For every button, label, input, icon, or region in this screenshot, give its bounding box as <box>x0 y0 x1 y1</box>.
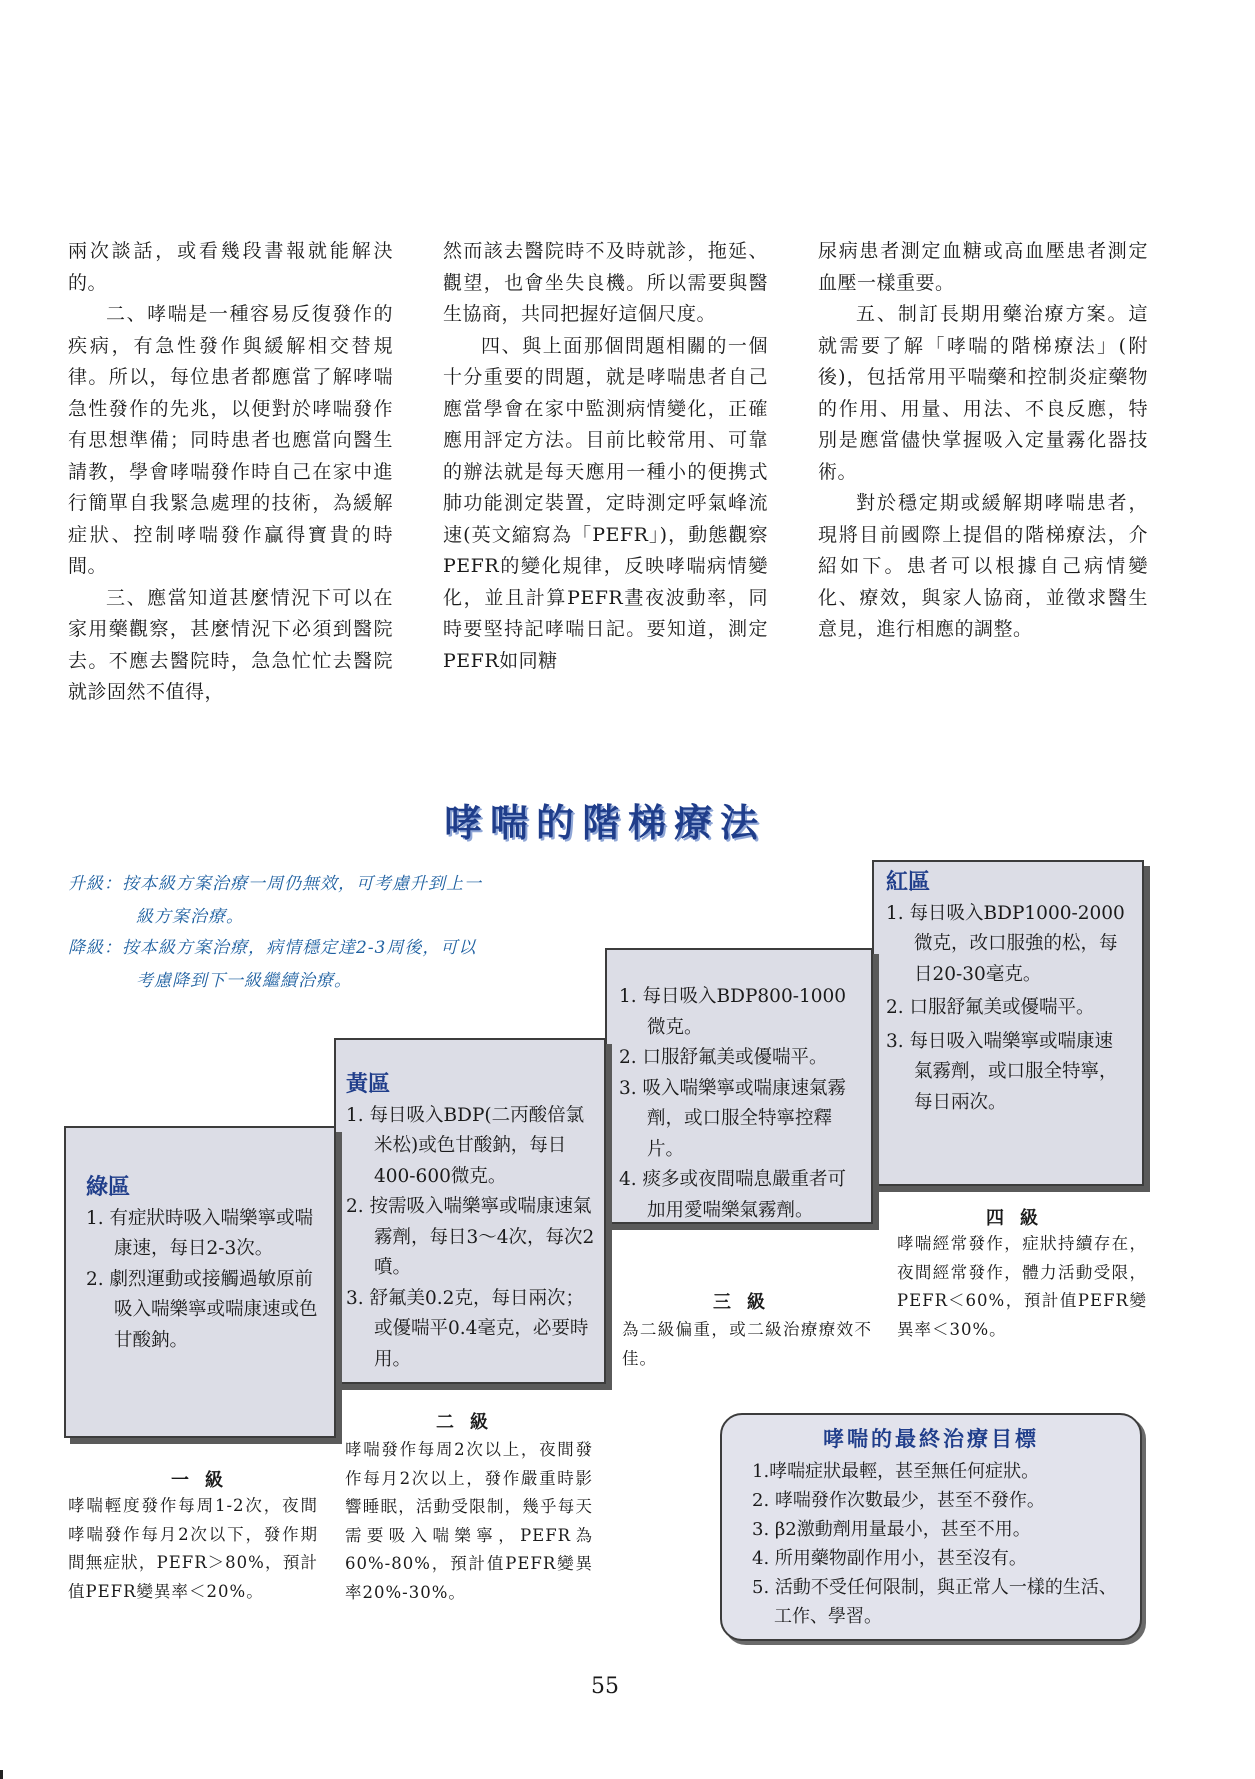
upgrade-text-cont: 級方案治療。 <box>136 907 244 927</box>
green-zone-box <box>64 1126 336 1438</box>
list-item: 2. 口服舒氟美或優喘平。 <box>619 1047 828 1068</box>
text-column-2 <box>443 236 768 677</box>
yellow-zone-title: 黃區 <box>346 1072 391 1097</box>
list-item: 3. 吸入喘樂寧或喘康速氣霧劑，或口服全特寧控釋片。 <box>619 1077 847 1160</box>
paragraph: 五、制訂長期用藥治療方案。這就需要了解「哮喘的階梯療法」(附後)，包括常用平喘藥和控制炎症藥物的作用、用量、用法、不良反應，特別是應當儘快掌握吸入定量霧化器技術。 <box>818 303 1148 483</box>
level-4-title: 四級 <box>986 1208 1054 1229</box>
upgrade-text: 按本級方案治療一周仍無效，可考慮升到上一 <box>122 874 482 894</box>
list-item: 1. 每日吸入BDP800-1000微克。 <box>619 986 847 1038</box>
list-item: 2. 按需吸入喘樂寧或喘康速氣霧劑，每日3～4次，每次2噴。 <box>346 1196 595 1278</box>
text-column-1 <box>68 236 393 709</box>
treatment-goals-box <box>720 1413 1142 1641</box>
paragraph: 對於穩定期或緩解期哮喘患者，現將目前國際上提倡的階梯療法，介紹如下。患者可以根據自己病情變化、療效，與家人協商，並徵求醫生意見，進行相應的調整。 <box>818 492 1148 640</box>
list-item: 2. 哮喘發作次數最少，甚至不發作。 <box>752 1490 1045 1511</box>
list-item: 4. 痰多或夜間喘息嚴重者可加用愛喘樂氣霧劑。 <box>619 1169 847 1221</box>
paragraph: 尿病患者測定血糖或高血壓患者測定血壓一樣重要。 <box>818 240 1148 294</box>
level-3-desc: 為二級偏重，或二級治療療效不佳。 <box>622 1320 872 1368</box>
list-item: 1. 每日吸入BDP1000-2000微克，改口服強的松，每日20-30毫克。 <box>886 902 1125 985</box>
red-zone-box <box>872 860 1144 1186</box>
downgrade-text-cont: 考慮降到下一級繼續治療。 <box>136 971 352 991</box>
yellow-zone-box <box>334 1038 606 1384</box>
red-zone-title: 紅區 <box>886 870 931 895</box>
list-item: 1.哮喘症狀最輕，甚至無任何症狀。 <box>752 1461 1040 1482</box>
level-3-box <box>605 948 873 1224</box>
list-item: 1. 每日吸入BDP(二丙酸倍氯米松)或色甘酸鈉，每日400-600微克。 <box>346 1104 585 1187</box>
paragraph: 然而該去醫院時不及時就診，拖延、觀望，也會坐失良機。所以需要與醫生協商，共同把握好這個尺度。 <box>443 240 768 325</box>
level-2-desc: 哮喘發作每周2次以上，夜間發作每月2次以上，發作嚴重時影響睡眠，活動受限制，幾乎每天需要吸入喘樂寧，PEFR為60%-80%，預計值PEFR變異率20%-30%。 <box>345 1440 593 1602</box>
level-1-desc: 哮喘輕度發作每周1-2次，夜間哮喘發作每月2次以下，發作期間無症狀，PEFR＞80%，預計值PEFR變異率＜20%。 <box>68 1496 318 1601</box>
list-item: 2. 劇烈運動或接觸過敏原前吸入喘樂寧或喘康速或色甘酸鈉。 <box>86 1268 318 1351</box>
list-item: 3. β2激動劑用量最小，甚至不用。 <box>752 1519 1031 1540</box>
level-3-title: 三級 <box>713 1292 781 1313</box>
paragraph: 二、哮喘是一種容易反復發作的疾病，有急性發作與緩解相交替規律。所以，每位患者都應當了解哮喘急性發作的先兆，以便對於哮喘發作有思想準備；同時患者也應當向醫生請教，學會哮喘發作時自己在家中進行簡單自我緊急處理的技術，為緩解症狀、控制哮喘發作贏得寶貴的時間。 <box>68 303 393 577</box>
list-item: 3. 舒氟美0.2克，每日兩次；或優喘平0.4毫克，必要時用。 <box>346 1287 589 1370</box>
treatment-goals-title: 哮喘的最終治療目標 <box>823 1427 1039 1451</box>
list-item: 5. 活動不受任何限制，與正常人一樣的生活、工作、學習。 <box>752 1577 1117 1627</box>
section-title: 哮喘的階梯療法 <box>443 801 766 845</box>
list-item: 4. 所用藥物副作用小，甚至沒有。 <box>752 1548 1027 1569</box>
downgrade-label: 降級： <box>68 938 122 958</box>
paragraph: 兩次談話，或看幾段書報就能解決的。 <box>68 240 393 294</box>
level-4-desc: 哮喘經常發作，症狀持續存在，夜間經常發作，體力活動受限，PEFR＜60%，預計值PEFR變異率＜30%。 <box>897 1234 1147 1339</box>
paragraph: 三、應當知道甚麼情況下可以在家用藥觀察，甚麼情況下必須到醫院去。不應去醫院時，急急忙忙去醫院就診固然不值得， <box>68 586 393 703</box>
list-item: 2. 口服舒氟美或優喘平。 <box>886 997 1095 1018</box>
upgrade-label: 升級： <box>68 874 122 894</box>
downgrade-rule <box>68 932 588 998</box>
page-number: 55 <box>591 1674 619 1699</box>
list-item: 3. 每日吸入喘樂寧或喘康速氣霧劑，或口服全特寧，每日兩次。 <box>886 1030 1118 1113</box>
text-column-3 <box>818 236 1148 646</box>
scan-mark <box>0 1770 3 1779</box>
downgrade-text: 按本級方案治療，病情穩定達2-3周後，可以 <box>122 938 477 958</box>
paragraph: 四、與上面那個問題相關的一個十分重要的問題，就是哮喘患者自己應當學會在家中監測病情變化，正確應用評定方法。目前比較常用、可靠的辦法就是每天應用一種小的便携式肺功能測定裝置，定時測定呼氣峰流速(英文縮寫為「PEFR」)，動態觀察PEFR的變化規律，反映哮喘病情變化，並且計算PEFR晝夜波動率，同時要堅持記哮喘日記。要知道，測定PEFR如同糖 <box>443 334 768 672</box>
upgrade-rule <box>68 868 588 934</box>
green-zone-title: 綠區 <box>86 1175 131 1200</box>
level-2-title: 二級 <box>436 1412 504 1433</box>
list-item: 1. 有症狀時吸入喘樂寧或喘康速，每日2-3次。 <box>86 1207 314 1259</box>
level-1-title: 一級 <box>171 1470 239 1491</box>
